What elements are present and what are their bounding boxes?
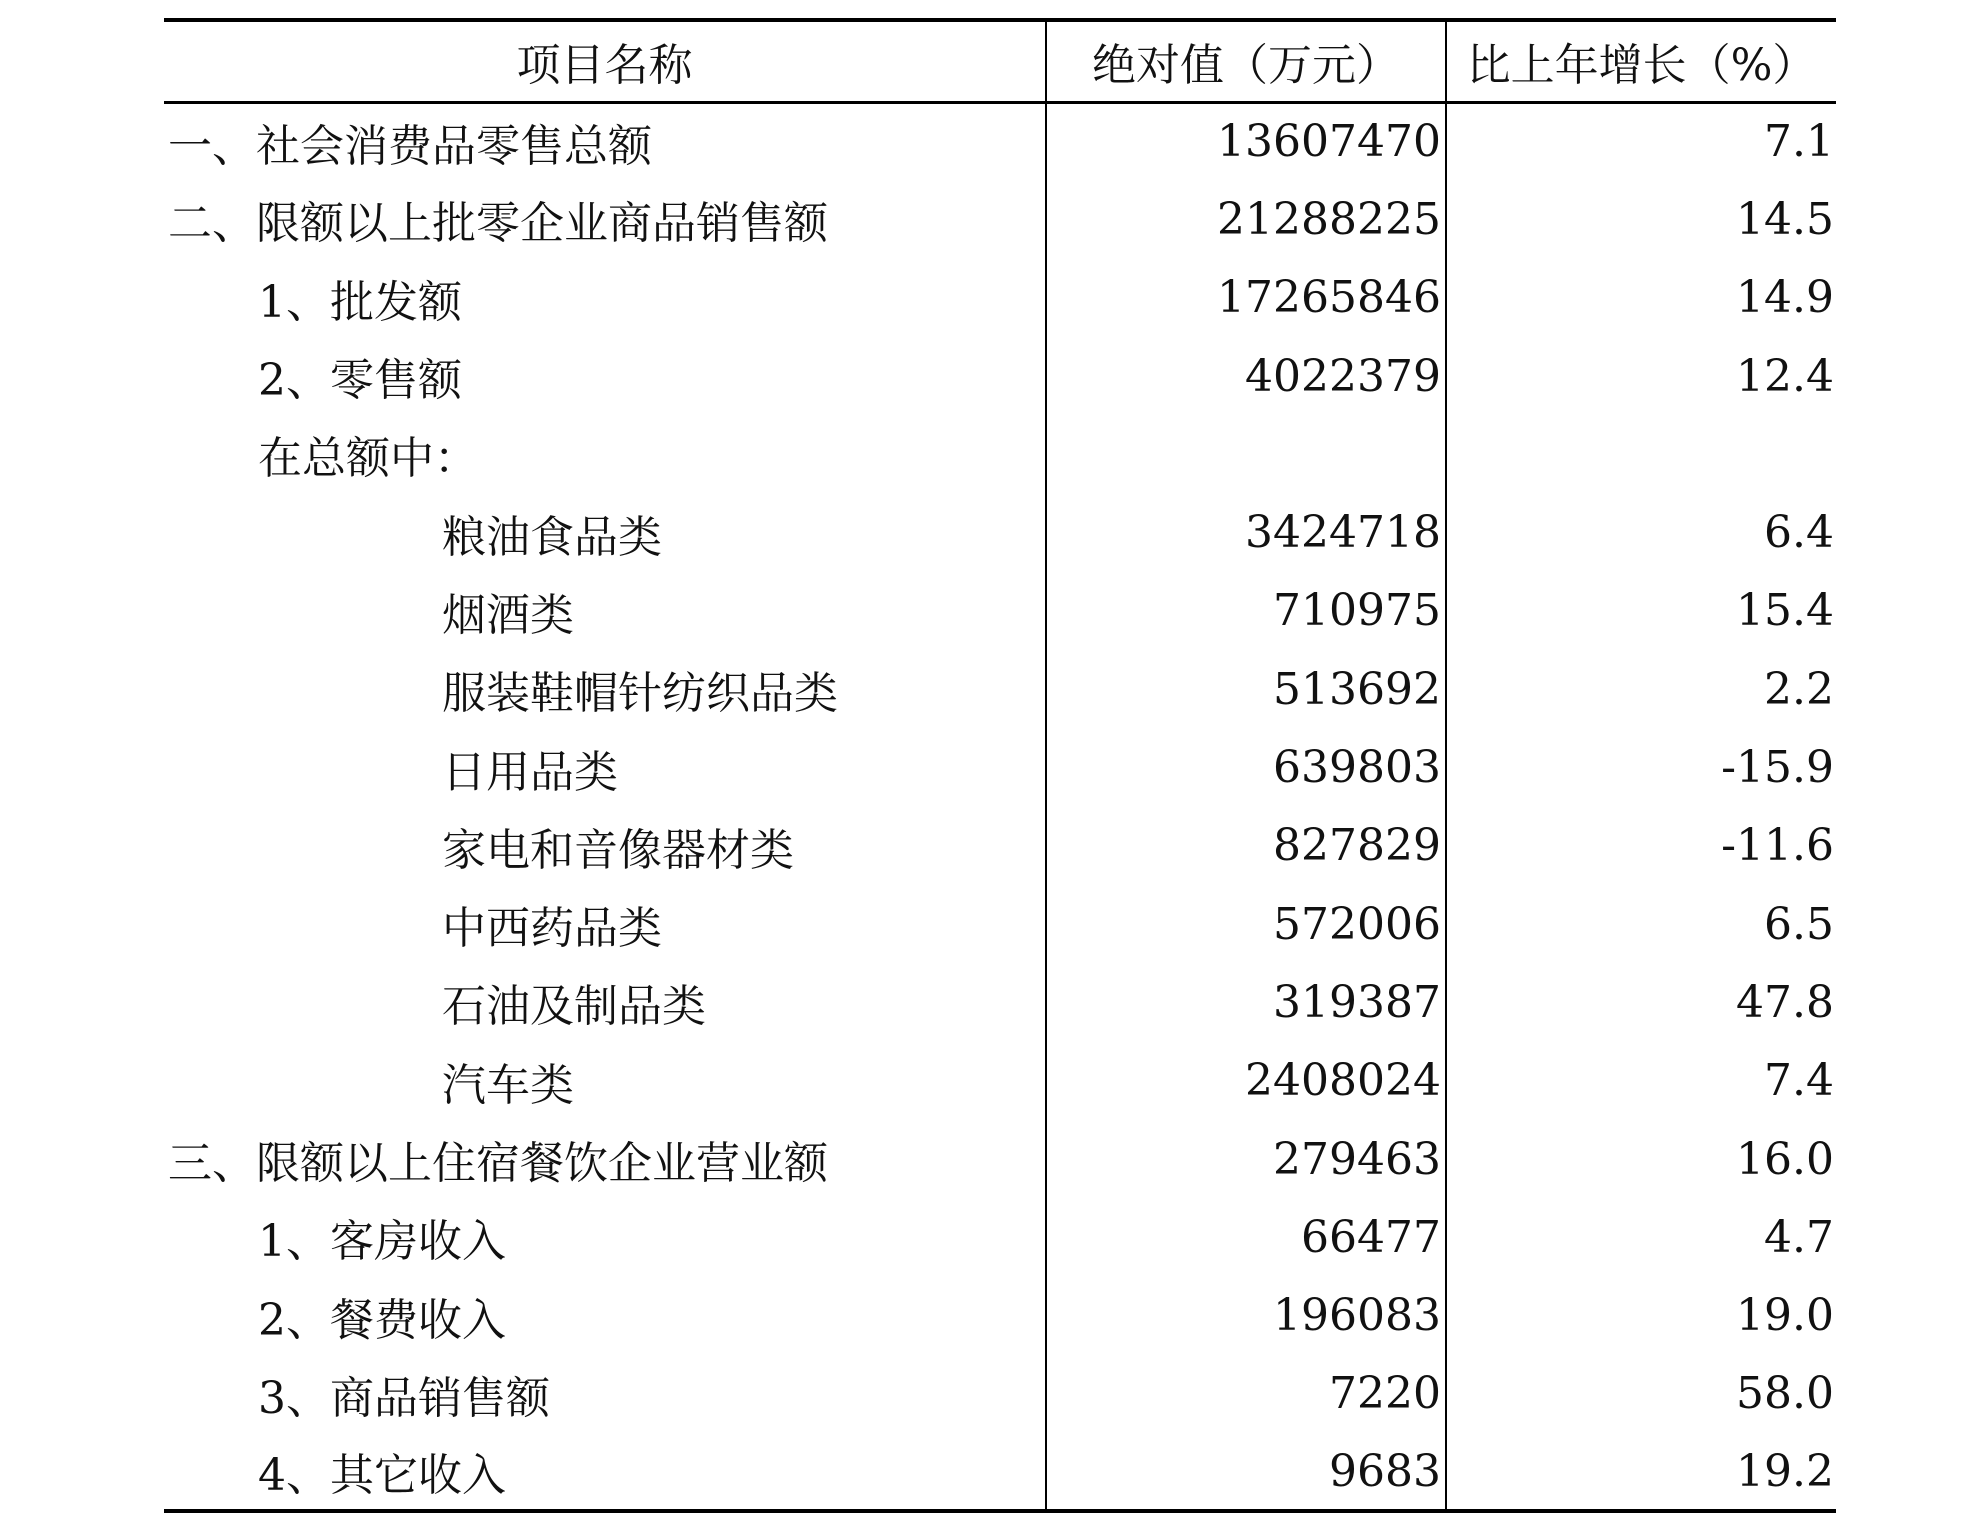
row-growth: 15.4 (1736, 585, 1834, 637)
row-label: 石油及制品类 (164, 963, 1046, 1041)
row-growth: 16.0 (1736, 1133, 1834, 1185)
statistics-table (164, 18, 1836, 1513)
table-row (164, 1355, 1836, 1433)
table-row (164, 259, 1836, 337)
row-label: 粮油食品类 (164, 493, 1046, 571)
row-label: 一、社会消费品零售总额 (164, 102, 1046, 180)
row-value: 513692 (1046, 650, 1446, 728)
row-growth: 6.4 (1764, 507, 1834, 559)
row-label: 3、商品销售额 (164, 1355, 1046, 1433)
row-label: 二、限额以上批零企业商品销售额 (164, 180, 1046, 258)
row-label: 2、餐费收入 (164, 1276, 1046, 1354)
row-label: 服装鞋帽针纺织品类 (164, 650, 1046, 728)
row-label: 日用品类 (164, 728, 1046, 806)
row-growth: 47.8 (1736, 976, 1834, 1028)
row-value: 3424718 (1046, 493, 1446, 571)
row-value: 17265846 (1046, 259, 1446, 337)
table-row (164, 415, 1836, 493)
row-growth: 19.2 (1446, 1433, 1836, 1511)
row-value: 319387 (1046, 963, 1446, 1041)
table-row (164, 650, 1836, 728)
row-label: 1、客房收入 (164, 1198, 1046, 1276)
row-label: 汽车类 (164, 1042, 1046, 1120)
row-growth: 12.4 (1736, 350, 1834, 402)
table-row (164, 1433, 1836, 1511)
table-row (164, 1042, 1836, 1120)
row-value: 639803 (1046, 728, 1446, 806)
row-growth: 7.4 (1764, 1055, 1834, 1107)
table-row (164, 1120, 1836, 1198)
row-growth: -11.6 (1721, 820, 1834, 872)
row-growth: 7.1 (1764, 116, 1834, 168)
row-label: 2、零售额 (164, 337, 1046, 415)
row-label: 三、限额以上住宿餐饮企业营业额 (164, 1120, 1046, 1198)
row-value: 4022379 (1046, 337, 1446, 415)
table-row (164, 337, 1836, 415)
row-label: 1、批发额 (164, 259, 1046, 337)
table-row (164, 180, 1836, 258)
row-label: 烟酒类 (164, 572, 1046, 650)
table-row (164, 728, 1836, 806)
row-growth: 14.5 (1736, 193, 1834, 245)
row-growth: 4.7 (1764, 1211, 1834, 1263)
row-growth: 2.2 (1764, 663, 1834, 715)
row-value: 710975 (1046, 572, 1446, 650)
header-row (164, 20, 1836, 102)
row-label: 在总额中： (164, 415, 1046, 493)
row-value: 827829 (1046, 807, 1446, 885)
row-value: 9683 (1046, 1433, 1446, 1511)
row-value: 7220 (1046, 1355, 1446, 1433)
table-body (164, 102, 1836, 1511)
row-growth: 6.5 (1764, 898, 1834, 950)
row-label: 4、其它收入 (164, 1433, 1046, 1511)
row-value: 2408024 (1046, 1042, 1446, 1120)
header-item-name: 项目名称 (164, 20, 1046, 102)
row-label: 家电和音像器材类 (164, 807, 1046, 885)
table-header (164, 20, 1836, 102)
row-value (1046, 415, 1446, 493)
row-value: 279463 (1046, 1120, 1446, 1198)
row-value: 196083 (1046, 1276, 1446, 1354)
table-row (164, 102, 1836, 180)
header-absolute-value: 绝对值（万元） (1046, 20, 1446, 102)
table-row (164, 1198, 1836, 1276)
row-value: 572006 (1046, 885, 1446, 963)
row-growth: -15.9 (1721, 742, 1834, 794)
table-row (164, 493, 1836, 571)
row-growth (1446, 415, 1836, 493)
table-row (164, 885, 1836, 963)
row-value: 13607470 (1046, 102, 1446, 180)
row-label: 中西药品类 (164, 885, 1046, 963)
row-growth: 19.0 (1736, 1290, 1834, 1342)
table-row (164, 963, 1836, 1041)
table-row (164, 1276, 1836, 1354)
row-growth: 58.0 (1736, 1368, 1834, 1420)
row-value: 21288225 (1046, 180, 1446, 258)
row-value: 66477 (1046, 1198, 1446, 1276)
table-row (164, 807, 1836, 885)
row-growth: 14.9 (1736, 272, 1834, 324)
header-growth-rate: 比上年增长（%） (1446, 20, 1836, 102)
table-row (164, 572, 1836, 650)
